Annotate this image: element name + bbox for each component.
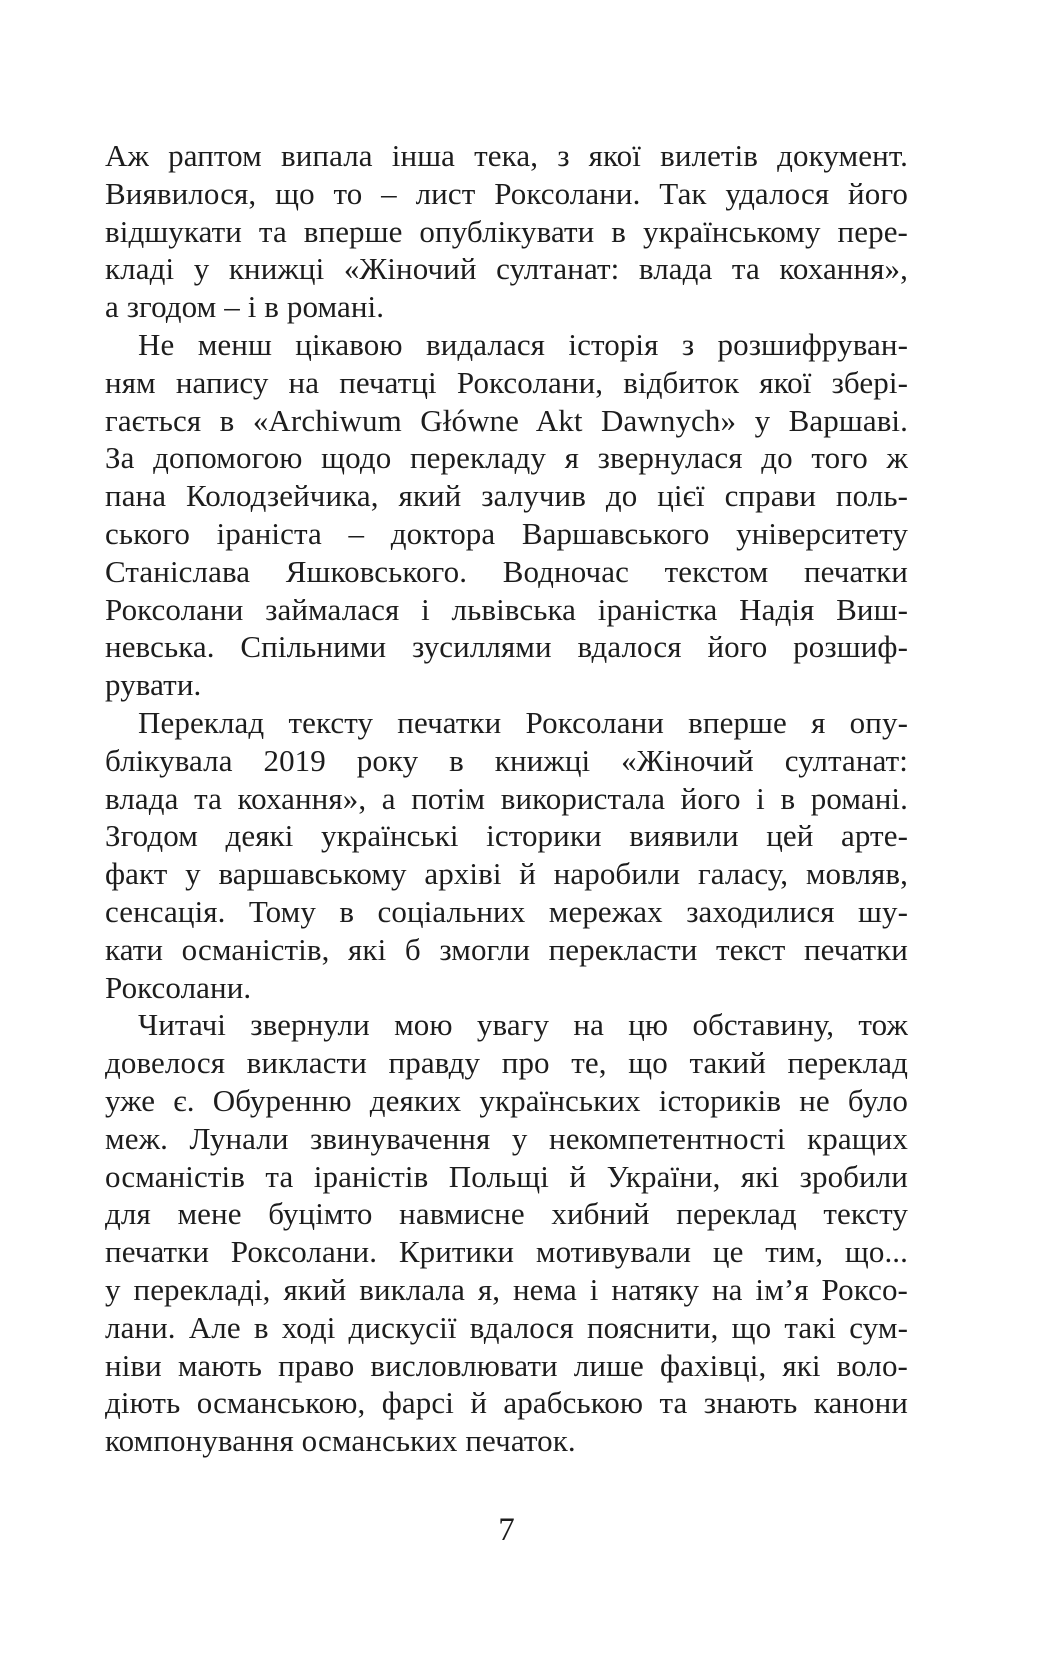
text-line: печатки Роксолани. Критики мотивували це тим, що...: [105, 1234, 908, 1270]
text-line: пана Колодзейчика, який залучив до цієї справи поль-: [105, 478, 908, 514]
text-line: кати османістів, які б змогли перекласти текст печатки: [105, 931, 908, 967]
text-line: За допомогою щодо перекладу я звернулася до того ж: [105, 440, 908, 476]
text-line: кладі у книжці «Жіночий султанат: влада та кохання»,: [105, 251, 908, 287]
text-line: блікувала 2019 року в книжці «Жіночий султанат:: [105, 742, 908, 778]
text-line: відшукати та вперше опублікувати в українському пере-: [105, 213, 908, 249]
text-line: уже є. Обуренню деяких українських істориків не було: [105, 1082, 908, 1118]
text-line: Виявилося, що то – лист Роксолани. Так удалося його: [105, 175, 908, 211]
text-line: сенсація. Тому в соціальних мережах заходилися шу-: [105, 893, 908, 929]
text-line: Роксолани займалася і львівська іраністка Надія Виш-: [105, 591, 908, 627]
text-line: Аж раптом випала інша тека, з якої вилетів документ.: [105, 138, 908, 173]
text-line: Не менш цікавою видалася історія з розшифруван-: [138, 326, 908, 362]
text-block: [105, 137, 908, 1460]
text-line: для мене буцімто навмисне хибний переклад тексту: [105, 1196, 908, 1232]
text-line: компонування османських печаток.: [105, 1423, 576, 1459]
text-line: невська. Спільними зусиллями вдалося його розшиф-: [105, 629, 908, 665]
text-line: Переклад тексту печатки Роксолани вперше я опу-: [138, 704, 908, 740]
text-line: Станіслава Яшковського. Водночас текстом печатки: [105, 553, 908, 589]
text-line: факт у варшавському архіві й наробили галасу, мовляв,: [105, 856, 908, 892]
text-line: Читачі звернули мою увагу на цю обставину, тож: [138, 1007, 908, 1043]
text-line: ського іраніста – доктора Варшавського університету: [105, 515, 908, 551]
text-line: лани. Але в ході дискусії вдалося пояснити, що такі сум-: [105, 1309, 908, 1345]
text-line: а згодом – і в романі.: [105, 289, 385, 325]
text-line: меж. Лунали звинувачення у некомпетентності кращих: [105, 1120, 908, 1156]
text-line: у перекладі, який виклала я, нема і натяку на ім’я Роксо-: [105, 1271, 908, 1307]
text-line: ням напису на печатці Роксолани, відбиток якої збері-: [105, 364, 908, 400]
text-line: рувати.: [105, 667, 202, 703]
text-line: ніви мають право висловлювати лише фахівці, які воло-: [105, 1347, 908, 1383]
text-line: османістів та іраністів Польщі й України, які зробили: [105, 1158, 908, 1194]
text-line: Згодом деякі українські історики виявили цей арте-: [105, 818, 908, 854]
text-line: довелося викласти правду про те, що такий переклад: [105, 1045, 908, 1081]
paragraph: [105, 137, 908, 326]
text-line: Роксолани.: [105, 969, 252, 1005]
paragraph: [105, 704, 908, 1006]
text-line: влада та кохання», а потім використала його і в романі.: [105, 780, 908, 816]
paragraph: [105, 1006, 908, 1460]
paragraph: [105, 326, 908, 704]
page-number: 7: [498, 1512, 515, 1548]
text-line: гається в «Archiwum Główne Akt Dawnych» у Варшаві.: [105, 402, 908, 438]
text-line: діють османською, фарсі й арабською та знають канони: [105, 1385, 908, 1421]
